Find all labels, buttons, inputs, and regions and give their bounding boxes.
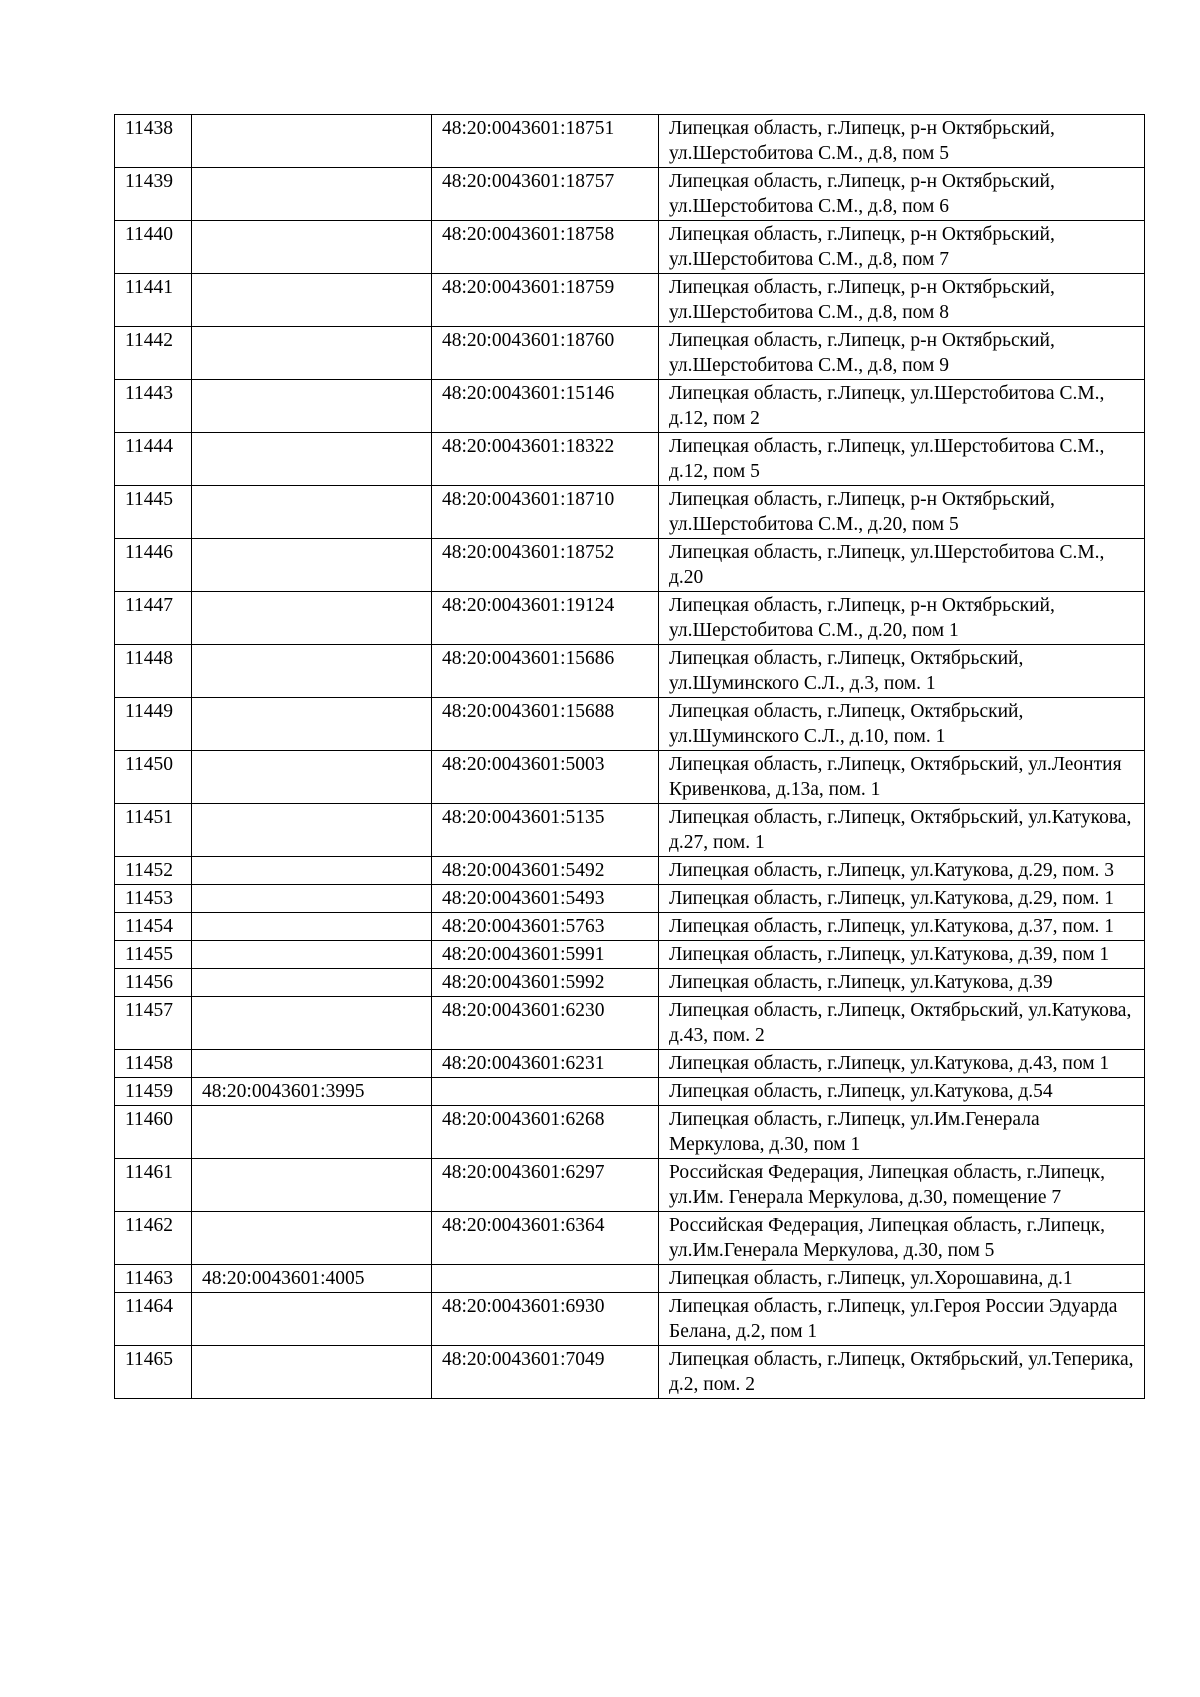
address-cell: Липецкая область, г.Липецк, ул.Катукова, д.29, пом. 3 bbox=[659, 857, 1145, 885]
table-row bbox=[115, 1078, 1145, 1106]
address-cell: Российская Федерация, Липецкая область, г.Липецк, ул.Им.Генерала Меркулова, д.30, пом 5 bbox=[659, 1212, 1145, 1265]
row-number-cell: 11459 bbox=[115, 1078, 192, 1106]
premises-cadastral-number-cell bbox=[432, 1078, 659, 1106]
land-cadastral-number-cell bbox=[192, 1050, 432, 1078]
premises-cadastral-number-cell: 48:20:0043601:18751 bbox=[432, 115, 659, 168]
table-row bbox=[115, 698, 1145, 751]
table-row bbox=[115, 913, 1145, 941]
table-row bbox=[115, 1265, 1145, 1293]
row-number-cell: 11455 bbox=[115, 941, 192, 969]
land-cadastral-number-cell bbox=[192, 997, 432, 1050]
row-number-cell: 11448 bbox=[115, 645, 192, 698]
address-cell: Липецкая область, г.Липецк, Октябрьский, ул.Катукова, д.27, пом. 1 bbox=[659, 804, 1145, 857]
table-row bbox=[115, 1159, 1145, 1212]
premises-cadastral-number-cell: 48:20:0043601:6297 bbox=[432, 1159, 659, 1212]
premises-cadastral-number-cell: 48:20:0043601:5763 bbox=[432, 913, 659, 941]
address-cell: Липецкая область, г.Липецк, ул.Хорошавина, д.1 bbox=[659, 1265, 1145, 1293]
table-row bbox=[115, 592, 1145, 645]
row-number-cell: 11442 bbox=[115, 327, 192, 380]
premises-cadastral-number-cell: 48:20:0043601:18752 bbox=[432, 539, 659, 592]
row-number-cell: 11440 bbox=[115, 221, 192, 274]
table-row bbox=[115, 433, 1145, 486]
table-row bbox=[115, 539, 1145, 592]
land-cadastral-number-cell bbox=[192, 1346, 432, 1399]
address-cell: Липецкая область, г.Липецк, Октябрьский, ул.Шуминского С.Л., д.3, пом. 1 bbox=[659, 645, 1145, 698]
address-cell: Липецкая область, г.Липецк, Октябрьский, ул.Катукова, д.43, пом. 2 bbox=[659, 997, 1145, 1050]
row-number-cell: 11443 bbox=[115, 380, 192, 433]
land-cadastral-number-cell bbox=[192, 969, 432, 997]
premises-cadastral-number-cell: 48:20:0043601:18758 bbox=[432, 221, 659, 274]
land-cadastral-number-cell bbox=[192, 751, 432, 804]
premises-cadastral-number-cell: 48:20:0043601:5992 bbox=[432, 969, 659, 997]
table-row bbox=[115, 941, 1145, 969]
address-cell: Липецкая область, г.Липецк, ул.Шерстобитова С.М., д.12, пом 5 bbox=[659, 433, 1145, 486]
land-cadastral-number-cell bbox=[192, 913, 432, 941]
land-cadastral-number-cell bbox=[192, 486, 432, 539]
row-number-cell: 11456 bbox=[115, 969, 192, 997]
land-cadastral-number-cell bbox=[192, 592, 432, 645]
land-cadastral-number-cell bbox=[192, 645, 432, 698]
table-row bbox=[115, 486, 1145, 539]
table-row bbox=[115, 804, 1145, 857]
premises-cadastral-number-cell: 48:20:0043601:6930 bbox=[432, 1293, 659, 1346]
address-cell: Липецкая область, г.Липецк, ул.Катукова, д.29, пом. 1 bbox=[659, 885, 1145, 913]
table-row bbox=[115, 645, 1145, 698]
premises-cadastral-number-cell: 48:20:0043601:6231 bbox=[432, 1050, 659, 1078]
address-cell: Липецкая область, г.Липецк, р-н Октябрьский, ул.Шерстобитова С.М., д.8, пом 6 bbox=[659, 168, 1145, 221]
row-number-cell: 11450 bbox=[115, 751, 192, 804]
land-cadastral-number-cell bbox=[192, 168, 432, 221]
premises-cadastral-number-cell: 48:20:0043601:15688 bbox=[432, 698, 659, 751]
table-row bbox=[115, 1212, 1145, 1265]
land-cadastral-number-cell bbox=[192, 115, 432, 168]
address-cell: Липецкая область, г.Липецк, ул.Катукова, д.37, пом. 1 bbox=[659, 913, 1145, 941]
address-cell: Липецкая область, г.Липецк, р-н Октябрьский, ул.Шерстобитова С.М., д.20, пом 5 bbox=[659, 486, 1145, 539]
premises-cadastral-number-cell: 48:20:0043601:18757 bbox=[432, 168, 659, 221]
premises-cadastral-number-cell: 48:20:0043601:7049 bbox=[432, 1346, 659, 1399]
table-row bbox=[115, 1106, 1145, 1159]
land-cadastral-number-cell bbox=[192, 885, 432, 913]
row-number-cell: 11451 bbox=[115, 804, 192, 857]
address-cell: Российская Федерация, Липецкая область, г.Липецк, ул.Им. Генерала Меркулова, д.30, помещение 7 bbox=[659, 1159, 1145, 1212]
row-number-cell: 11464 bbox=[115, 1293, 192, 1346]
land-cadastral-number-cell bbox=[192, 380, 432, 433]
table-row bbox=[115, 969, 1145, 997]
premises-cadastral-number-cell: 48:20:0043601:5135 bbox=[432, 804, 659, 857]
address-cell: Липецкая область, г.Липецк, Октябрьский, ул.Теперика, д.2, пом. 2 bbox=[659, 1346, 1145, 1399]
address-cell: Липецкая область, г.Липецк, ул.Катукова, д.43, пом 1 bbox=[659, 1050, 1145, 1078]
address-cell: Липецкая область, г.Липецк, ул.Шерстобитова С.М., д.20 bbox=[659, 539, 1145, 592]
land-cadastral-number-cell bbox=[192, 327, 432, 380]
row-number-cell: 11446 bbox=[115, 539, 192, 592]
row-number-cell: 11462 bbox=[115, 1212, 192, 1265]
land-cadastral-number-cell: 48:20:0043601:4005 bbox=[192, 1265, 432, 1293]
row-number-cell: 11460 bbox=[115, 1106, 192, 1159]
row-number-cell: 11444 bbox=[115, 433, 192, 486]
land-cadastral-number-cell bbox=[192, 941, 432, 969]
land-cadastral-number-cell bbox=[192, 1159, 432, 1212]
land-cadastral-number-cell bbox=[192, 857, 432, 885]
address-cell: Липецкая область, г.Липецк, ул.Катукова, д.39, пом 1 bbox=[659, 941, 1145, 969]
premises-cadastral-number-cell: 48:20:0043601:5003 bbox=[432, 751, 659, 804]
premises-cadastral-number-cell: 48:20:0043601:5493 bbox=[432, 885, 659, 913]
address-cell: Липецкая область, г.Липецк, Октябрьский, ул.Леонтия Кривенкова, д.13а, пом. 1 bbox=[659, 751, 1145, 804]
address-cell: Липецкая область, г.Липецк, р-н Октябрьский, ул.Шерстобитова С.М., д.8, пом 9 bbox=[659, 327, 1145, 380]
row-number-cell: 11457 bbox=[115, 997, 192, 1050]
address-cell: Липецкая область, г.Липецк, р-н Октябрьский, ул.Шерстобитова С.М., д.8, пом 5 bbox=[659, 115, 1145, 168]
row-number-cell: 11439 bbox=[115, 168, 192, 221]
premises-cadastral-number-cell: 48:20:0043601:15686 bbox=[432, 645, 659, 698]
land-cadastral-number-cell: 48:20:0043601:3995 bbox=[192, 1078, 432, 1106]
table-row bbox=[115, 885, 1145, 913]
table-row bbox=[115, 857, 1145, 885]
premises-cadastral-number-cell: 48:20:0043601:15146 bbox=[432, 380, 659, 433]
table-row bbox=[115, 997, 1145, 1050]
land-cadastral-number-cell bbox=[192, 1212, 432, 1265]
row-number-cell: 11463 bbox=[115, 1265, 192, 1293]
address-cell: Липецкая область, г.Липецк, ул.Катукова, д.54 bbox=[659, 1078, 1145, 1106]
property-registry-table bbox=[114, 114, 1145, 1399]
address-cell: Липецкая область, г.Липецк, р-н Октябрьский, ул.Шерстобитова С.М., д.8, пом 7 bbox=[659, 221, 1145, 274]
address-cell: Липецкая область, г.Липецк, Октябрьский, ул.Шуминского С.Л., д.10, пом. 1 bbox=[659, 698, 1145, 751]
land-cadastral-number-cell bbox=[192, 221, 432, 274]
row-number-cell: 11441 bbox=[115, 274, 192, 327]
land-cadastral-number-cell bbox=[192, 698, 432, 751]
address-cell: Липецкая область, г.Липецк, ул.Героя России Эдуарда Белана, д.2, пом 1 bbox=[659, 1293, 1145, 1346]
row-number-cell: 11465 bbox=[115, 1346, 192, 1399]
table-row bbox=[115, 168, 1145, 221]
address-cell: Липецкая область, г.Липецк, р-н Октябрьский, ул.Шерстобитова С.М., д.8, пом 8 bbox=[659, 274, 1145, 327]
table-row bbox=[115, 221, 1145, 274]
table-row bbox=[115, 327, 1145, 380]
row-number-cell: 11453 bbox=[115, 885, 192, 913]
land-cadastral-number-cell bbox=[192, 433, 432, 486]
table-row bbox=[115, 380, 1145, 433]
land-cadastral-number-cell bbox=[192, 539, 432, 592]
row-number-cell: 11454 bbox=[115, 913, 192, 941]
land-cadastral-number-cell bbox=[192, 274, 432, 327]
table-row bbox=[115, 1293, 1145, 1346]
table-row bbox=[115, 115, 1145, 168]
premises-cadastral-number-cell bbox=[432, 1265, 659, 1293]
table-row bbox=[115, 274, 1145, 327]
premises-cadastral-number-cell: 48:20:0043601:5991 bbox=[432, 941, 659, 969]
row-number-cell: 11458 bbox=[115, 1050, 192, 1078]
table-body bbox=[115, 115, 1145, 1399]
land-cadastral-number-cell bbox=[192, 1293, 432, 1346]
land-cadastral-number-cell bbox=[192, 804, 432, 857]
premises-cadastral-number-cell: 48:20:0043601:18759 bbox=[432, 274, 659, 327]
premises-cadastral-number-cell: 48:20:0043601:6230 bbox=[432, 997, 659, 1050]
address-cell: Липецкая область, г.Липецк, р-н Октябрьский, ул.Шерстобитова С.М., д.20, пом 1 bbox=[659, 592, 1145, 645]
premises-cadastral-number-cell: 48:20:0043601:19124 bbox=[432, 592, 659, 645]
premises-cadastral-number-cell: 48:20:0043601:18710 bbox=[432, 486, 659, 539]
land-cadastral-number-cell bbox=[192, 1106, 432, 1159]
table-row bbox=[115, 751, 1145, 804]
premises-cadastral-number-cell: 48:20:0043601:6268 bbox=[432, 1106, 659, 1159]
address-cell: Липецкая область, г.Липецк, ул.Катукова, д.39 bbox=[659, 969, 1145, 997]
row-number-cell: 11449 bbox=[115, 698, 192, 751]
premises-cadastral-number-cell: 48:20:0043601:6364 bbox=[432, 1212, 659, 1265]
row-number-cell: 11447 bbox=[115, 592, 192, 645]
row-number-cell: 11461 bbox=[115, 1159, 192, 1212]
address-cell: Липецкая область, г.Липецк, ул.Шерстобитова С.М., д.12, пом 2 bbox=[659, 380, 1145, 433]
premises-cadastral-number-cell: 48:20:0043601:18760 bbox=[432, 327, 659, 380]
address-cell: Липецкая область, г.Липецк, ул.Им.Генерала Меркулова, д.30, пом 1 bbox=[659, 1106, 1145, 1159]
row-number-cell: 11438 bbox=[115, 115, 192, 168]
row-number-cell: 11445 bbox=[115, 486, 192, 539]
premises-cadastral-number-cell: 48:20:0043601:18322 bbox=[432, 433, 659, 486]
table-row bbox=[115, 1346, 1145, 1399]
premises-cadastral-number-cell: 48:20:0043601:5492 bbox=[432, 857, 659, 885]
table-row bbox=[115, 1050, 1145, 1078]
row-number-cell: 11452 bbox=[115, 857, 192, 885]
